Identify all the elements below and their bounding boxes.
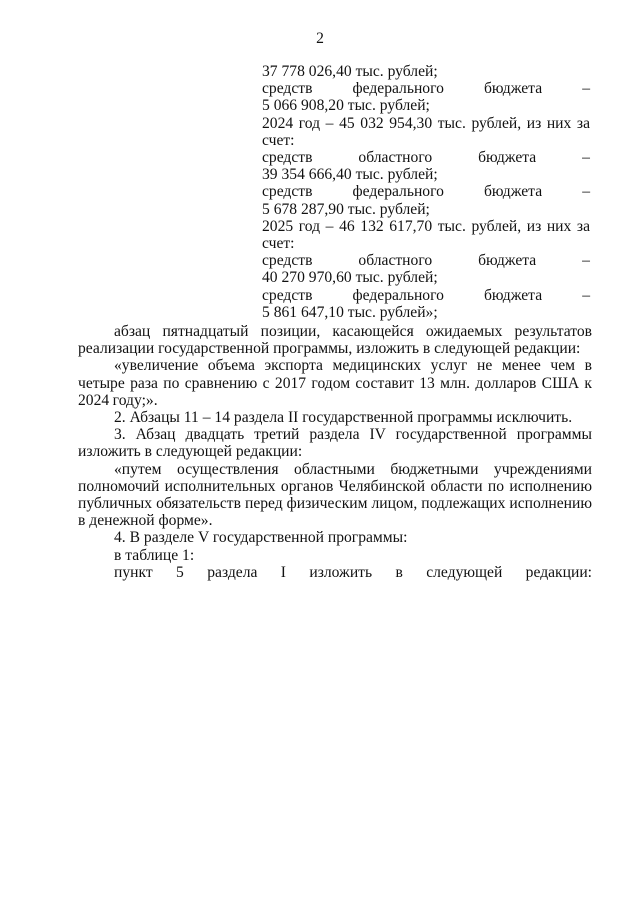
dash: –	[582, 252, 590, 270]
budget-breakdown-column	[262, 63, 590, 321]
paragraph-item-2: 2. Абзацы 11 – 14 раздела II государственной программы исключить.	[114, 409, 573, 427]
budget-line-12	[262, 252, 590, 269]
budget-line-14	[262, 287, 590, 304]
word: федерального	[352, 183, 444, 201]
budget-line-9: 5 678 287,90 тыс. рублей;	[262, 200, 430, 218]
budget-line-8	[262, 183, 590, 200]
paragraph-expected-results: абзац пятнадцатый позиции, касающейся ожидаемых результатов реализации государственной программы, изложить в следующей редакции:	[78, 323, 592, 358]
dash: –	[582, 183, 590, 201]
budget-line-3: 5 066 908,20 тыс. рублей;	[262, 97, 430, 115]
word: областного	[358, 252, 433, 270]
dash: –	[582, 80, 590, 98]
word: областного	[358, 149, 433, 167]
budget-line-6	[262, 149, 590, 166]
word: бюджета	[483, 80, 543, 98]
word: средств	[262, 286, 313, 304]
word: средств	[262, 80, 313, 98]
budget-line-1: 37 778 026,40 тыс. рублей;	[262, 63, 438, 80]
budget-line-5: счет:	[262, 131, 295, 149]
document-body	[78, 323, 592, 581]
budget-line-13: 40 270 970,60 тыс. рублей;	[262, 269, 438, 287]
budget-line-2	[262, 80, 590, 97]
budget-line-15: 5 861 647,10 тыс. рублей»;	[262, 303, 438, 321]
word: средств	[262, 149, 313, 167]
budget-line-7: 39 354 666,40 тыс. рублей;	[262, 166, 438, 184]
paragraph-item-3: 3. Абзац двадцать третий раздела IV государственной программы изложить в следующей редакции:	[78, 426, 592, 461]
word: средств	[262, 252, 313, 270]
word: бюджета	[478, 252, 537, 270]
paragraph-point-5: пункт 5 раздела I изложить в следующей редакции:	[114, 563, 592, 581]
paragraph-export-quote: «увеличение объема экспорта медицинских услуг не менее чем в четыре раза по сравнению с 2017 годом составит 13 млн. долларов США к 2024 году;».	[78, 357, 592, 409]
paragraph-obligations-quote: «путем осуществления областными бюджетными учреждениями полномочий исполнительных органов Челябинской области по исполнению публичных обязательств перед физическим лицом, подлежащих исполнению в денежной форме».	[78, 460, 592, 530]
word: бюджета	[478, 149, 537, 167]
budget-line-4: 2024 год – 45 032 954,30 тыс. рублей, из них за	[262, 114, 590, 132]
paragraph-item-4: 4. В разделе V государственной программы:	[114, 529, 408, 547]
word: федерального	[352, 286, 444, 304]
paragraph-table-1: в таблице 1:	[114, 546, 195, 564]
word: федерального	[352, 80, 444, 98]
word: бюджета	[483, 183, 543, 201]
budget-line-10: 2025 год – 46 132 617,70 тыс. рублей, из них за	[262, 217, 590, 235]
budget-line-11: счет:	[262, 235, 295, 253]
word: средств	[262, 183, 313, 201]
dash: –	[582, 286, 590, 304]
page-number: 2	[316, 30, 324, 47]
dash: –	[582, 149, 590, 167]
word: бюджета	[483, 286, 543, 304]
